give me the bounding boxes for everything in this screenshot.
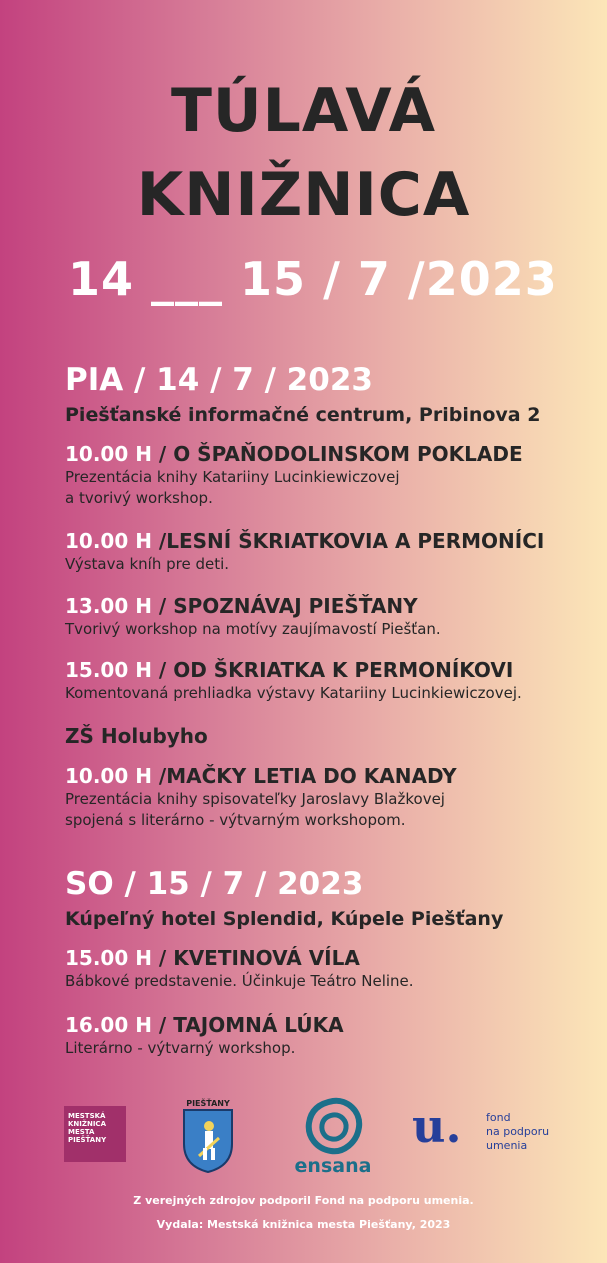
event-name: KVETINOVÁ VÍLA	[173, 946, 360, 970]
ensana-wordmark: ensana	[294, 1155, 372, 1177]
event-sep: /	[151, 1013, 174, 1037]
coat-of-arms-caption: PIEŠŤANY	[186, 1099, 230, 1108]
event-time: 10.00 H	[65, 529, 152, 553]
day1-header: PIA / 14 / 7 / 2023	[65, 362, 373, 398]
event-sep: /	[151, 658, 174, 682]
event-desc: Výstava kníh pre deti.	[65, 555, 230, 573]
title-line-1: TÚLAVÁ	[170, 76, 437, 146]
sponsor-logos	[0, 1095, 607, 1185]
event-time: 16.00 H	[65, 1013, 152, 1037]
event-sep: /	[151, 529, 167, 553]
event-desc: Literárno - výtvarný workshop.	[65, 1039, 296, 1057]
event-name: SPOZNÁVAJ PIEŠŤANY	[173, 594, 418, 618]
title-line-2: KNIŽNICA	[136, 160, 471, 230]
library-logo: MESTSKÁ KNIŽNICA MESTA PIEŠŤANY	[64, 1106, 126, 1162]
event-name: O ŠPAŇODOLINSKOM POKLADE	[173, 442, 523, 466]
event-card	[65, 441, 523, 509]
event-name: OD ŠKRIATKA K PERMONÍKOVI	[173, 658, 514, 682]
event-card	[65, 945, 414, 992]
event-time: 10.00 H	[65, 442, 152, 466]
day1-venue-2: ZŠ Holubyho	[65, 724, 208, 748]
event-card	[65, 657, 522, 704]
event-desc: spojená s literárno - výtvarným workshopom.	[65, 811, 406, 829]
ensana-mark-icon	[301, 1097, 365, 1155]
event-desc: a tvorivý workshop.	[65, 489, 213, 507]
event-sep: /	[151, 442, 174, 466]
fond-logo: u. fond na podporu umenia	[412, 1099, 550, 1153]
shield-icon	[181, 1108, 235, 1174]
event-card	[65, 528, 544, 575]
event-card	[65, 763, 457, 831]
event-desc: Tvorivý workshop na motívy zaujímavostí Piešťan.	[65, 620, 441, 638]
ensana-logo	[288, 1097, 378, 1179]
event-name: LESNÍ ŠKRIATKOVIA A PERMONÍCI	[166, 529, 545, 553]
event-desc: Komentovaná prehliadka výstavy Katariiny Lucinkiewiczovej.	[65, 684, 522, 702]
event-sep: /	[151, 594, 174, 618]
credits-line-1: Z verejných zdrojov podporil Fond na podporu umenia.	[133, 1194, 474, 1207]
day2-header: SO / 15 / 7 / 2023	[65, 866, 364, 902]
event-sep: /	[151, 946, 174, 970]
event-card	[65, 1012, 344, 1059]
event-name: MAČKY LETIA DO KANADY	[166, 764, 457, 788]
event-card	[65, 593, 441, 640]
credits-line-2: Vydala: Mestská knižnica mesta Piešťany, 2023	[156, 1218, 451, 1231]
event-desc: Prezentácia knihy Katariiny Lucinkiewiczovej	[65, 468, 400, 486]
day1-venue: Piešťanské informačné centrum, Pribinova 2	[65, 404, 541, 426]
event-desc: Bábkové predstavenie. Účinkuje Teátro Neline.	[65, 972, 414, 990]
day2-venue: Kúpeľný hotel Splendid, Kúpele Piešťany	[65, 908, 504, 930]
coat-of-arms-logo	[180, 1099, 236, 1179]
event-name: TAJOMNÁ LÚKA	[173, 1013, 344, 1037]
event-desc: Prezentácia knihy spisovateľky Jaroslavy Blažkovej	[65, 790, 445, 808]
date-range: 14 ___ 15 / 7 /2023	[68, 252, 558, 306]
fond-mark: u.	[412, 1099, 462, 1153]
event-time: 15.00 H	[65, 658, 152, 682]
event-time: 15.00 H	[65, 946, 152, 970]
event-time: 13.00 H	[65, 594, 152, 618]
event-sep: /	[151, 764, 167, 788]
event-time: 10.00 H	[65, 764, 152, 788]
